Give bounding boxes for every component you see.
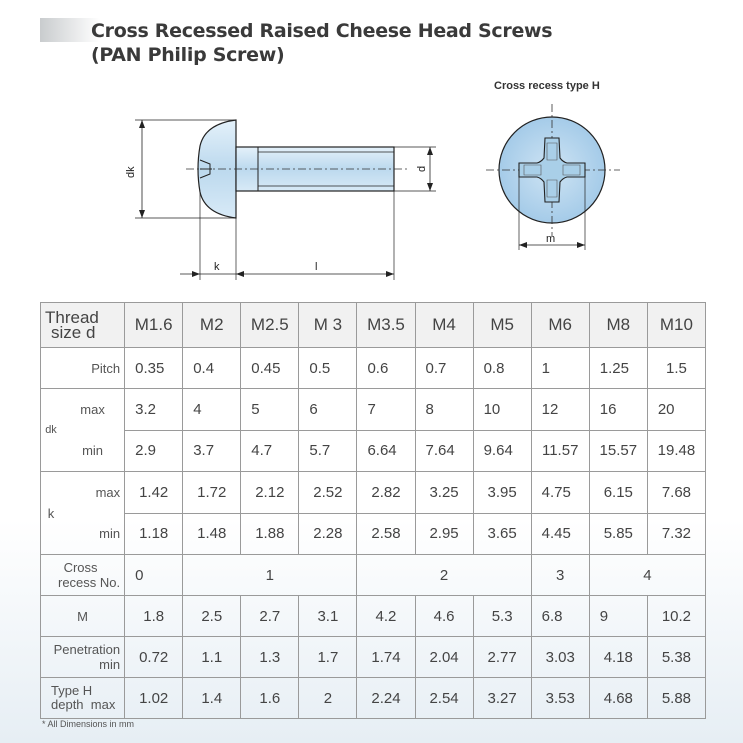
table-cell: 3 bbox=[531, 555, 589, 596]
table-cell: 10.2 bbox=[647, 596, 705, 637]
footnote: * All Dimensions in mm bbox=[42, 719, 135, 729]
dimensions-table bbox=[40, 302, 706, 719]
size-header: M1.6 bbox=[125, 303, 183, 348]
size-header: M 3 bbox=[299, 303, 357, 348]
table-cell: 2.04 bbox=[415, 637, 473, 678]
table-cell: 19.48 bbox=[647, 430, 705, 472]
table-cell: 3.1 bbox=[299, 596, 357, 637]
row-label-dk bbox=[41, 389, 125, 472]
type-h-label-line-2: depth bbox=[51, 697, 84, 712]
table-cell: 5.3 bbox=[473, 596, 531, 637]
table-row-dk-max bbox=[41, 389, 706, 431]
table-cell: 2.24 bbox=[357, 678, 415, 719]
table-cell: 3.7 bbox=[183, 430, 241, 472]
table-cell: 2.28 bbox=[299, 513, 357, 555]
table-cell: 0.7 bbox=[415, 348, 473, 389]
size-header: M6 bbox=[531, 303, 589, 348]
table-cell: 0 bbox=[125, 555, 183, 596]
table-cell: 9 bbox=[589, 596, 647, 637]
label-k: k bbox=[214, 261, 220, 273]
cross-label-line-1: Cross bbox=[63, 560, 98, 575]
table-cell: 1.02 bbox=[125, 678, 183, 719]
table-cell: 4.68 bbox=[589, 678, 647, 719]
table-cell: 1.48 bbox=[183, 513, 241, 555]
table-cell: 20 bbox=[647, 389, 705, 431]
row-label-cross-recess bbox=[41, 555, 125, 596]
table-cell: 7.68 bbox=[647, 472, 705, 514]
table-cell: 2.9 bbox=[125, 430, 183, 472]
table-cell: 2 bbox=[357, 555, 531, 596]
table-cell: 1.72 bbox=[183, 472, 241, 514]
table-cell: 15.57 bbox=[589, 430, 647, 472]
table-cell: 3.27 bbox=[473, 678, 531, 719]
row-label-penetration bbox=[41, 637, 125, 678]
table-cell: 1.74 bbox=[357, 637, 415, 678]
size-header: M8 bbox=[589, 303, 647, 348]
table-cell: 4.18 bbox=[589, 637, 647, 678]
table-cell: 2.7 bbox=[241, 596, 299, 637]
k-max-label: max bbox=[95, 485, 121, 500]
table-cell: 6.8 bbox=[531, 596, 589, 637]
cross-label-line-2: recess No. bbox=[57, 575, 121, 590]
table-row-k-min bbox=[41, 513, 706, 555]
table-cell: 6.15 bbox=[589, 472, 647, 514]
table-row-dk-min bbox=[41, 430, 706, 472]
title-line-2: (PAN Philip Screw) bbox=[91, 44, 285, 66]
thread-size-header bbox=[41, 303, 125, 348]
table-cell: 1.42 bbox=[125, 472, 183, 514]
size-header: M2.5 bbox=[241, 303, 299, 348]
table-cell: 0.4 bbox=[183, 348, 241, 389]
table-cell: 9.64 bbox=[473, 430, 531, 472]
table-cell: 1 bbox=[531, 348, 589, 389]
table-cell: 3.03 bbox=[531, 637, 589, 678]
penetration-label-line-2: min bbox=[99, 657, 121, 672]
label-l: l bbox=[315, 261, 318, 273]
k-min-label: min bbox=[99, 526, 121, 541]
table-cell: 5.7 bbox=[299, 430, 357, 472]
table-cell: 1.88 bbox=[241, 513, 299, 555]
table-cell: 1.5 bbox=[647, 348, 705, 389]
table-cell: 5 bbox=[241, 389, 299, 431]
table-row-cross-recess bbox=[41, 555, 706, 596]
table-cell: 0.72 bbox=[125, 637, 183, 678]
table-row-m bbox=[41, 596, 706, 637]
title-line-1: Cross Recessed Raised Cheese Head Screws bbox=[91, 20, 553, 42]
recess-caption: Cross recess type H bbox=[494, 80, 600, 92]
header-size-d: size d bbox=[51, 323, 96, 342]
table-cell: 1.18 bbox=[125, 513, 183, 555]
table-cell: 0.5 bbox=[299, 348, 357, 389]
row-label-k bbox=[41, 472, 125, 555]
table-cell: 6.64 bbox=[357, 430, 415, 472]
table-cell: 3.53 bbox=[531, 678, 589, 719]
table-cell: 2.95 bbox=[415, 513, 473, 555]
table-cell: 2.82 bbox=[357, 472, 415, 514]
table-cell: 2.58 bbox=[357, 513, 415, 555]
table-cell: 5.38 bbox=[647, 637, 705, 678]
size-header: M10 bbox=[647, 303, 705, 348]
table-cell: 12 bbox=[531, 389, 589, 431]
table-cell: 16 bbox=[589, 389, 647, 431]
table-cell: 0.45 bbox=[241, 348, 299, 389]
table-cell: 2 bbox=[299, 678, 357, 719]
table-cell: 0.35 bbox=[125, 348, 183, 389]
row-label-type-h bbox=[41, 678, 125, 719]
table-cell: 4.45 bbox=[531, 513, 589, 555]
table-cell: 1.6 bbox=[241, 678, 299, 719]
table-cell: 3.25 bbox=[415, 472, 473, 514]
table-cell: 1.7 bbox=[299, 637, 357, 678]
table-cell: 7 bbox=[357, 389, 415, 431]
table-cell: 3.2 bbox=[125, 389, 183, 431]
table-cell: 6 bbox=[299, 389, 357, 431]
table-cell: 1.8 bbox=[125, 596, 183, 637]
table-cell: 4.6 bbox=[415, 596, 473, 637]
table-cell: 1.25 bbox=[589, 348, 647, 389]
table-row-penetration bbox=[41, 637, 706, 678]
table-cell: 4 bbox=[183, 389, 241, 431]
screw-diagram bbox=[0, 0, 743, 300]
dk-max-label: max bbox=[80, 402, 105, 417]
table-cell: 4 bbox=[589, 555, 705, 596]
table-cell: 7.64 bbox=[415, 430, 473, 472]
k-symbol: k bbox=[47, 505, 55, 521]
row-label-m: M bbox=[41, 596, 125, 637]
size-header: M3.5 bbox=[357, 303, 415, 348]
row-label-pitch: Pitch bbox=[41, 348, 125, 389]
table-cell: 3.65 bbox=[473, 513, 531, 555]
table-cell: 2.12 bbox=[241, 472, 299, 514]
size-header: M4 bbox=[415, 303, 473, 348]
table-cell: 3.95 bbox=[473, 472, 531, 514]
table-cell: 1.4 bbox=[183, 678, 241, 719]
penetration-label-line-1: Penetration bbox=[53, 642, 121, 657]
table-cell: 8 bbox=[415, 389, 473, 431]
table-cell: 2.54 bbox=[415, 678, 473, 719]
label-m: m bbox=[546, 233, 556, 245]
table-row-pitch bbox=[41, 348, 706, 389]
size-header: M2 bbox=[183, 303, 241, 348]
table-cell: 1.3 bbox=[241, 637, 299, 678]
table-cell: 7.32 bbox=[647, 513, 705, 555]
type-h-label-line-3: max bbox=[90, 697, 116, 712]
table-row-type-h bbox=[41, 678, 706, 719]
header-row bbox=[41, 303, 706, 348]
table-cell: 4.2 bbox=[357, 596, 415, 637]
table-row-k-max bbox=[41, 472, 706, 514]
table-cell: 0.8 bbox=[473, 348, 531, 389]
type-h-label-line-1: Type H bbox=[51, 683, 93, 698]
table-cell: 5.88 bbox=[647, 678, 705, 719]
header-thread: Thread bbox=[45, 308, 99, 327]
table-cell: 1 bbox=[183, 555, 357, 596]
table-cell: 1.1 bbox=[183, 637, 241, 678]
dk-symbol: dk bbox=[45, 424, 57, 436]
dk-min-label: min bbox=[82, 443, 104, 458]
table-cell: 2.52 bbox=[299, 472, 357, 514]
table-cell: 11.57 bbox=[531, 430, 589, 472]
table-cell: 4.75 bbox=[531, 472, 589, 514]
label-d: d bbox=[416, 165, 428, 172]
label-dk: dk bbox=[125, 166, 137, 178]
table-cell: 10 bbox=[473, 389, 531, 431]
size-header: M5 bbox=[473, 303, 531, 348]
table-cell: 2.77 bbox=[473, 637, 531, 678]
table-cell: 2.5 bbox=[183, 596, 241, 637]
table-cell: 5.85 bbox=[589, 513, 647, 555]
table-cell: 0.6 bbox=[357, 348, 415, 389]
table-cell: 4.7 bbox=[241, 430, 299, 472]
